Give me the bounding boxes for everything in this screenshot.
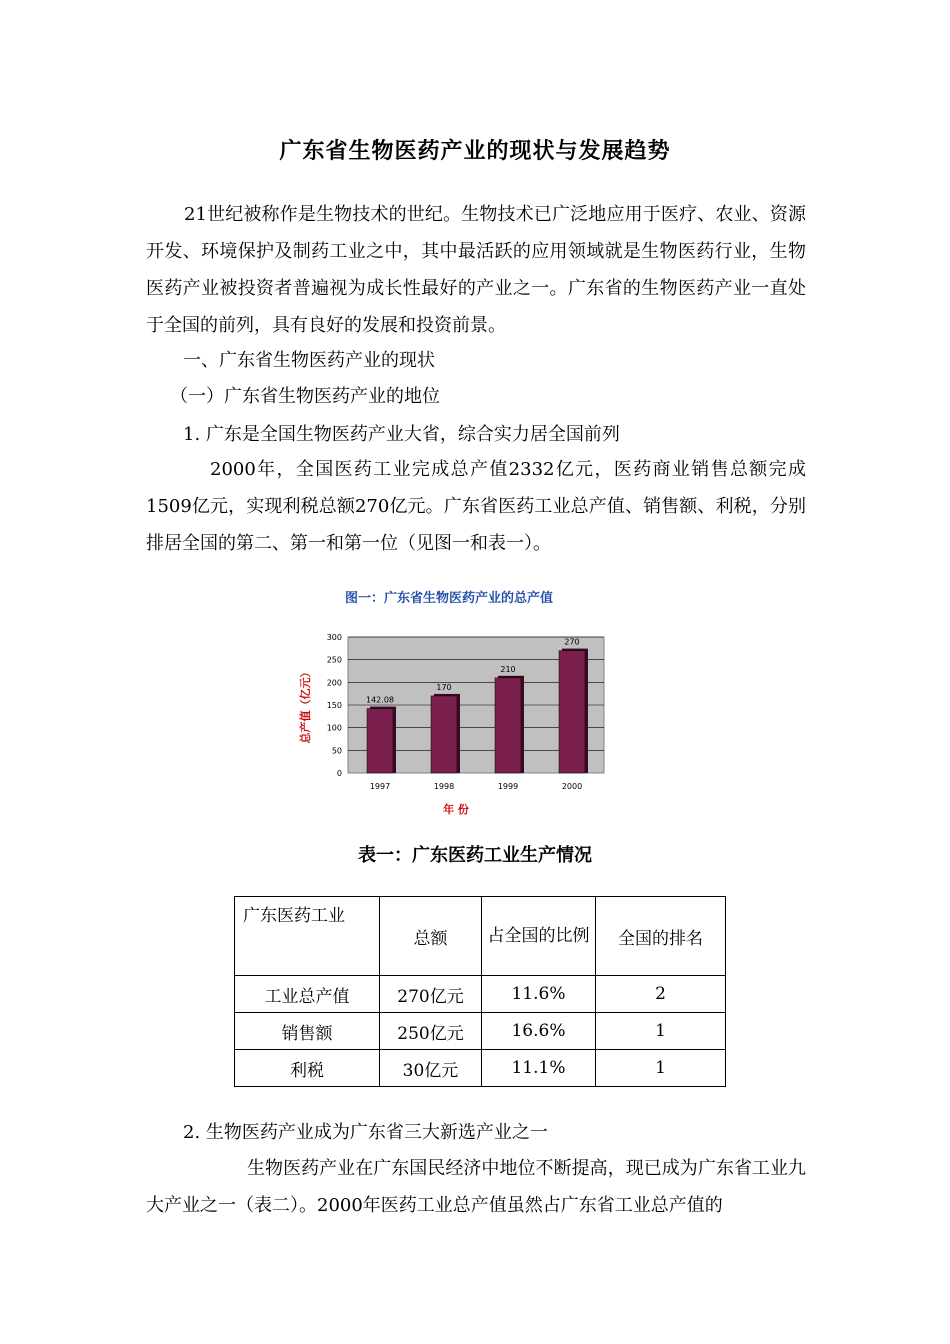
table-cell: 1 [596,1050,726,1087]
table-row [235,1050,726,1087]
table-header-cell: 全国的排名 [596,897,726,976]
point-paragraph: 2000年，全国医药工业完成总产值2332亿元，医药商业销售总额完成1509亿元，实现利税总额270亿元。广东省医药工业总产值、销售额、利税，分别排居全国的第二、第一和第一位（见图一和表一）。 [146,459,806,554]
point-paragraph: 生物医药产业在广东国民经济中地位不断提高，现已成为广东省工业九大产业之一（表二）。2000年医药工业总产值虽然占广东省工业总产值的 [146,1158,806,1216]
point-heading: 2. 生物医药产业成为广东省三大新选产业之一 [183,1122,548,1143]
table-header-cell: 广东医药工业 [235,897,380,976]
x-axis-label: 年 份 [443,803,469,816]
bar-chart [293,585,623,825]
y-tick-label: 150 [326,701,342,710]
point-heading: 1. 广东是全国生物医药产业大省，综合实力居全国前列 [183,424,620,445]
y-tick-label: 200 [326,678,342,688]
x-tick-label: 1998 [433,782,455,791]
y-tick-label: 250 [326,655,342,665]
table-cell: 工业总产值 [235,976,380,1013]
x-tick-label: 1999 [497,782,519,791]
data-label: 270 [564,637,580,647]
table-cell: 250亿元 [380,1013,482,1050]
table-header-cell: 总额 [380,897,482,976]
intro-paragraph: 21世纪被称作是生物技术的世纪。生物技术已广泛地应用于医疗、农业、资源开发、环境保护及制药工业之中，其中最活跃的应用领域就是生物医药行业，生物医药产业被投资者普遍视为成长性最好的产业之一。广东省的生物医药产业一直处于全国的前列，具有良好的发展和投资前景。 [146,204,806,336]
table-cell: 11.1% [482,1050,596,1087]
bar [559,651,585,773]
table-row [235,1013,726,1050]
table-caption: 表一：广东医药工业生产情况 [358,845,592,866]
chart-title: 图一：广东省生物医药产业的总产值 [345,591,554,606]
table-header-cell: 占全国的比例 [482,897,596,976]
page-title: 广东省生物医药产业的现状与发展趋势 [279,138,671,164]
table-row [235,976,726,1013]
table-cell: 利税 [235,1050,380,1087]
table-cell: 11.6% [482,976,596,1013]
bar [495,678,521,773]
subsection-heading: （一）广东省生物医药产业的地位 [170,386,440,407]
bar [367,709,393,773]
y-axis-label: 总产值（亿元） [299,666,312,744]
x-tick-label: 2000 [561,782,583,791]
table-header-row [235,897,726,976]
bar [431,696,457,773]
chart-svg [293,585,623,825]
table-cell: 1 [596,1013,726,1050]
y-tick-label: 100 [326,723,342,733]
y-tick-label: 0 [336,769,342,778]
table-cell: 30亿元 [380,1050,482,1087]
data-table [234,896,726,1087]
table-cell: 销售额 [235,1013,380,1050]
y-tick-label: 50 [331,746,342,756]
table-cell: 2 [596,976,726,1013]
data-label: 170 [436,682,452,692]
x-tick-label: 1997 [369,782,391,791]
section-heading: 一、广东省生物医药产业的现状 [183,350,435,371]
table-cell: 270亿元 [380,976,482,1013]
data-label: 210 [500,664,516,674]
data-label: 142.08 [366,695,394,705]
table-cell: 16.6% [482,1013,596,1050]
y-tick-label: 300 [326,633,342,642]
